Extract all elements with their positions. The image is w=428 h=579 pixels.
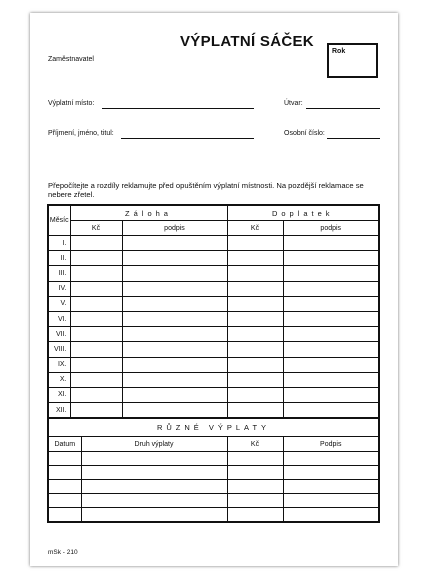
month-label: X.: [48, 372, 70, 387]
zaloha-podpis-header: podpis: [122, 221, 227, 236]
month-row: [48, 403, 379, 419]
mesic-header: Měsíc: [48, 205, 70, 236]
ruzne-row: [48, 508, 379, 523]
zaloha-kc-header: Kč: [70, 221, 122, 236]
doplatek-kc-cell[interactable]: [227, 387, 283, 402]
month-row: [48, 372, 379, 387]
zaloha-podpis-cell[interactable]: [122, 236, 227, 251]
doplatek-podpis-cell[interactable]: [283, 281, 379, 296]
zamestnavatel-label: Zaměstnavatel: [48, 56, 94, 63]
utvar-field[interactable]: [306, 108, 380, 109]
druh-cell[interactable]: [81, 494, 227, 508]
zaloha-podpis-cell[interactable]: [122, 372, 227, 387]
doplatek-header: Doplatek: [227, 205, 379, 221]
month-row: [48, 311, 379, 326]
datum-cell[interactable]: [48, 508, 81, 523]
doplatek-podpis-cell[interactable]: [283, 357, 379, 372]
zaloha-podpis-cell[interactable]: [122, 266, 227, 281]
vyplatni-misto-field[interactable]: [102, 108, 254, 109]
zaloha-kc-cell[interactable]: [70, 251, 122, 266]
zaloha-podpis-cell[interactable]: [122, 342, 227, 357]
osobni-cislo-label: Osobní číslo:: [284, 130, 325, 137]
month-label: V.: [48, 296, 70, 311]
zaloha-podpis-cell[interactable]: [122, 387, 227, 402]
ruzne-kc-cell[interactable]: [227, 452, 283, 466]
zaloha-kc-cell[interactable]: [70, 311, 122, 326]
doplatek-kc-cell[interactable]: [227, 236, 283, 251]
reklamace-note: Přepočítejte a rozdíly reklamujte před opuštěním výplatní místnosti. Na pozdější reklamace se nebere zřetel.: [48, 181, 364, 200]
rok-label: Rok: [332, 48, 346, 55]
month-label: II.: [48, 251, 70, 266]
doplatek-podpis-cell[interactable]: [283, 251, 379, 266]
form-title: VÝPLATNÍ SÁČEK: [180, 33, 314, 50]
zaloha-kc-cell[interactable]: [70, 387, 122, 402]
zaloha-kc-cell[interactable]: [70, 327, 122, 342]
doplatek-kc-header: Kč: [227, 221, 283, 236]
zaloha-kc-cell[interactable]: [70, 266, 122, 281]
doplatek-kc-cell[interactable]: [227, 296, 283, 311]
zaloha-podpis-cell[interactable]: [122, 327, 227, 342]
zaloha-podpis-cell[interactable]: [122, 357, 227, 372]
prijmeni-label: Příjmení, jméno, titul:: [48, 130, 114, 137]
druh-cell[interactable]: [81, 466, 227, 480]
rok-box[interactable]: [327, 43, 378, 78]
month-label: I.: [48, 236, 70, 251]
prijmeni-field[interactable]: [121, 138, 254, 139]
zaloha-podpis-cell[interactable]: [122, 251, 227, 266]
form-code: mSk - 210: [48, 549, 78, 556]
zaloha-podpis-cell[interactable]: [122, 281, 227, 296]
doplatek-kc-cell[interactable]: [227, 327, 283, 342]
month-row: [48, 251, 379, 266]
zaloha-podpis-cell[interactable]: [122, 403, 227, 419]
ruzne-kc-cell[interactable]: [227, 480, 283, 494]
doplatek-kc-cell[interactable]: [227, 342, 283, 357]
ruzne-row: [48, 480, 379, 494]
zaloha-kc-cell[interactable]: [70, 342, 122, 357]
ruzne-kc-cell[interactable]: [227, 494, 283, 508]
zaloha-kc-cell[interactable]: [70, 236, 122, 251]
datum-header: Datum: [48, 437, 81, 452]
utvar-label: Útvar:: [284, 100, 303, 107]
mesicni-table: [47, 204, 380, 419]
ruzne-vyplaty-table: [47, 417, 380, 523]
zaloha-kc-cell[interactable]: [70, 357, 122, 372]
zaloha-podpis-cell[interactable]: [122, 296, 227, 311]
zaloha-kc-cell[interactable]: [70, 296, 122, 311]
druh-header: Druh výplaty: [81, 437, 227, 452]
ruzne-podpis-cell[interactable]: [283, 480, 379, 494]
druh-cell[interactable]: [81, 480, 227, 494]
month-label: IX.: [48, 357, 70, 372]
datum-cell[interactable]: [48, 480, 81, 494]
doplatek-kc-cell[interactable]: [227, 281, 283, 296]
month-label: XII.: [48, 403, 70, 419]
doplatek-podpis-cell[interactable]: [283, 266, 379, 281]
month-label: III.: [48, 266, 70, 281]
month-row: [48, 281, 379, 296]
druh-cell[interactable]: [81, 452, 227, 466]
ruzne-podpis-cell[interactable]: [283, 452, 379, 466]
doplatek-podpis-cell[interactable]: [283, 236, 379, 251]
doplatek-kc-cell[interactable]: [227, 403, 283, 419]
month-row: [48, 342, 379, 357]
doplatek-podpis-cell[interactable]: [283, 403, 379, 419]
ruzne-kc-header: Kč: [227, 437, 283, 452]
doplatek-podpis-cell[interactable]: [283, 387, 379, 402]
ruzne-kc-cell[interactable]: [227, 466, 283, 480]
doplatek-podpis-cell[interactable]: [283, 311, 379, 326]
ruzne-podpis-cell[interactable]: [283, 508, 379, 523]
ruzne-kc-cell[interactable]: [227, 508, 283, 523]
month-row: [48, 296, 379, 311]
datum-cell[interactable]: [48, 494, 81, 508]
ruzne-podpis-header: Podpis: [283, 437, 379, 452]
doplatek-podpis-cell[interactable]: [283, 327, 379, 342]
vyplatni-misto-label: Výplatní místo:: [48, 100, 95, 107]
month-label: VII.: [48, 327, 70, 342]
doplatek-kc-cell[interactable]: [227, 311, 283, 326]
ruzne-row: [48, 466, 379, 480]
month-row: [48, 266, 379, 281]
month-row: [48, 357, 379, 372]
doplatek-kc-cell[interactable]: [227, 251, 283, 266]
month-label: IV.: [48, 281, 70, 296]
month-label: VI.: [48, 311, 70, 326]
datum-cell[interactable]: [48, 452, 81, 466]
month-row: [48, 387, 379, 402]
ruzne-row: [48, 452, 379, 466]
zaloha-podpis-cell[interactable]: [122, 311, 227, 326]
doplatek-kc-cell[interactable]: [227, 357, 283, 372]
ruzne-row: [48, 494, 379, 508]
ruzne-podpis-cell[interactable]: [283, 466, 379, 480]
ruzne-vyplaty-title: RŮZNÉ VÝPLATY: [48, 418, 379, 437]
month-label: XI.: [48, 387, 70, 402]
datum-cell[interactable]: [48, 466, 81, 480]
month-label: VIII.: [48, 342, 70, 357]
doplatek-podpis-cell[interactable]: [283, 372, 379, 387]
doplatek-kc-cell[interactable]: [227, 266, 283, 281]
zaloha-kc-cell[interactable]: [70, 403, 122, 419]
month-row: [48, 236, 379, 251]
zaloha-header: Záloha: [70, 205, 227, 221]
zaloha-kc-cell[interactable]: [70, 372, 122, 387]
doplatek-podpis-cell[interactable]: [283, 296, 379, 311]
doplatek-kc-cell[interactable]: [227, 372, 283, 387]
ruzne-podpis-cell[interactable]: [283, 494, 379, 508]
month-row: [48, 327, 379, 342]
doplatek-podpis-cell[interactable]: [283, 342, 379, 357]
druh-cell[interactable]: [81, 508, 227, 523]
doplatek-podpis-header: podpis: [283, 221, 379, 236]
payslip-form: [30, 13, 398, 566]
osobni-cislo-field[interactable]: [327, 138, 380, 139]
zaloha-kc-cell[interactable]: [70, 281, 122, 296]
